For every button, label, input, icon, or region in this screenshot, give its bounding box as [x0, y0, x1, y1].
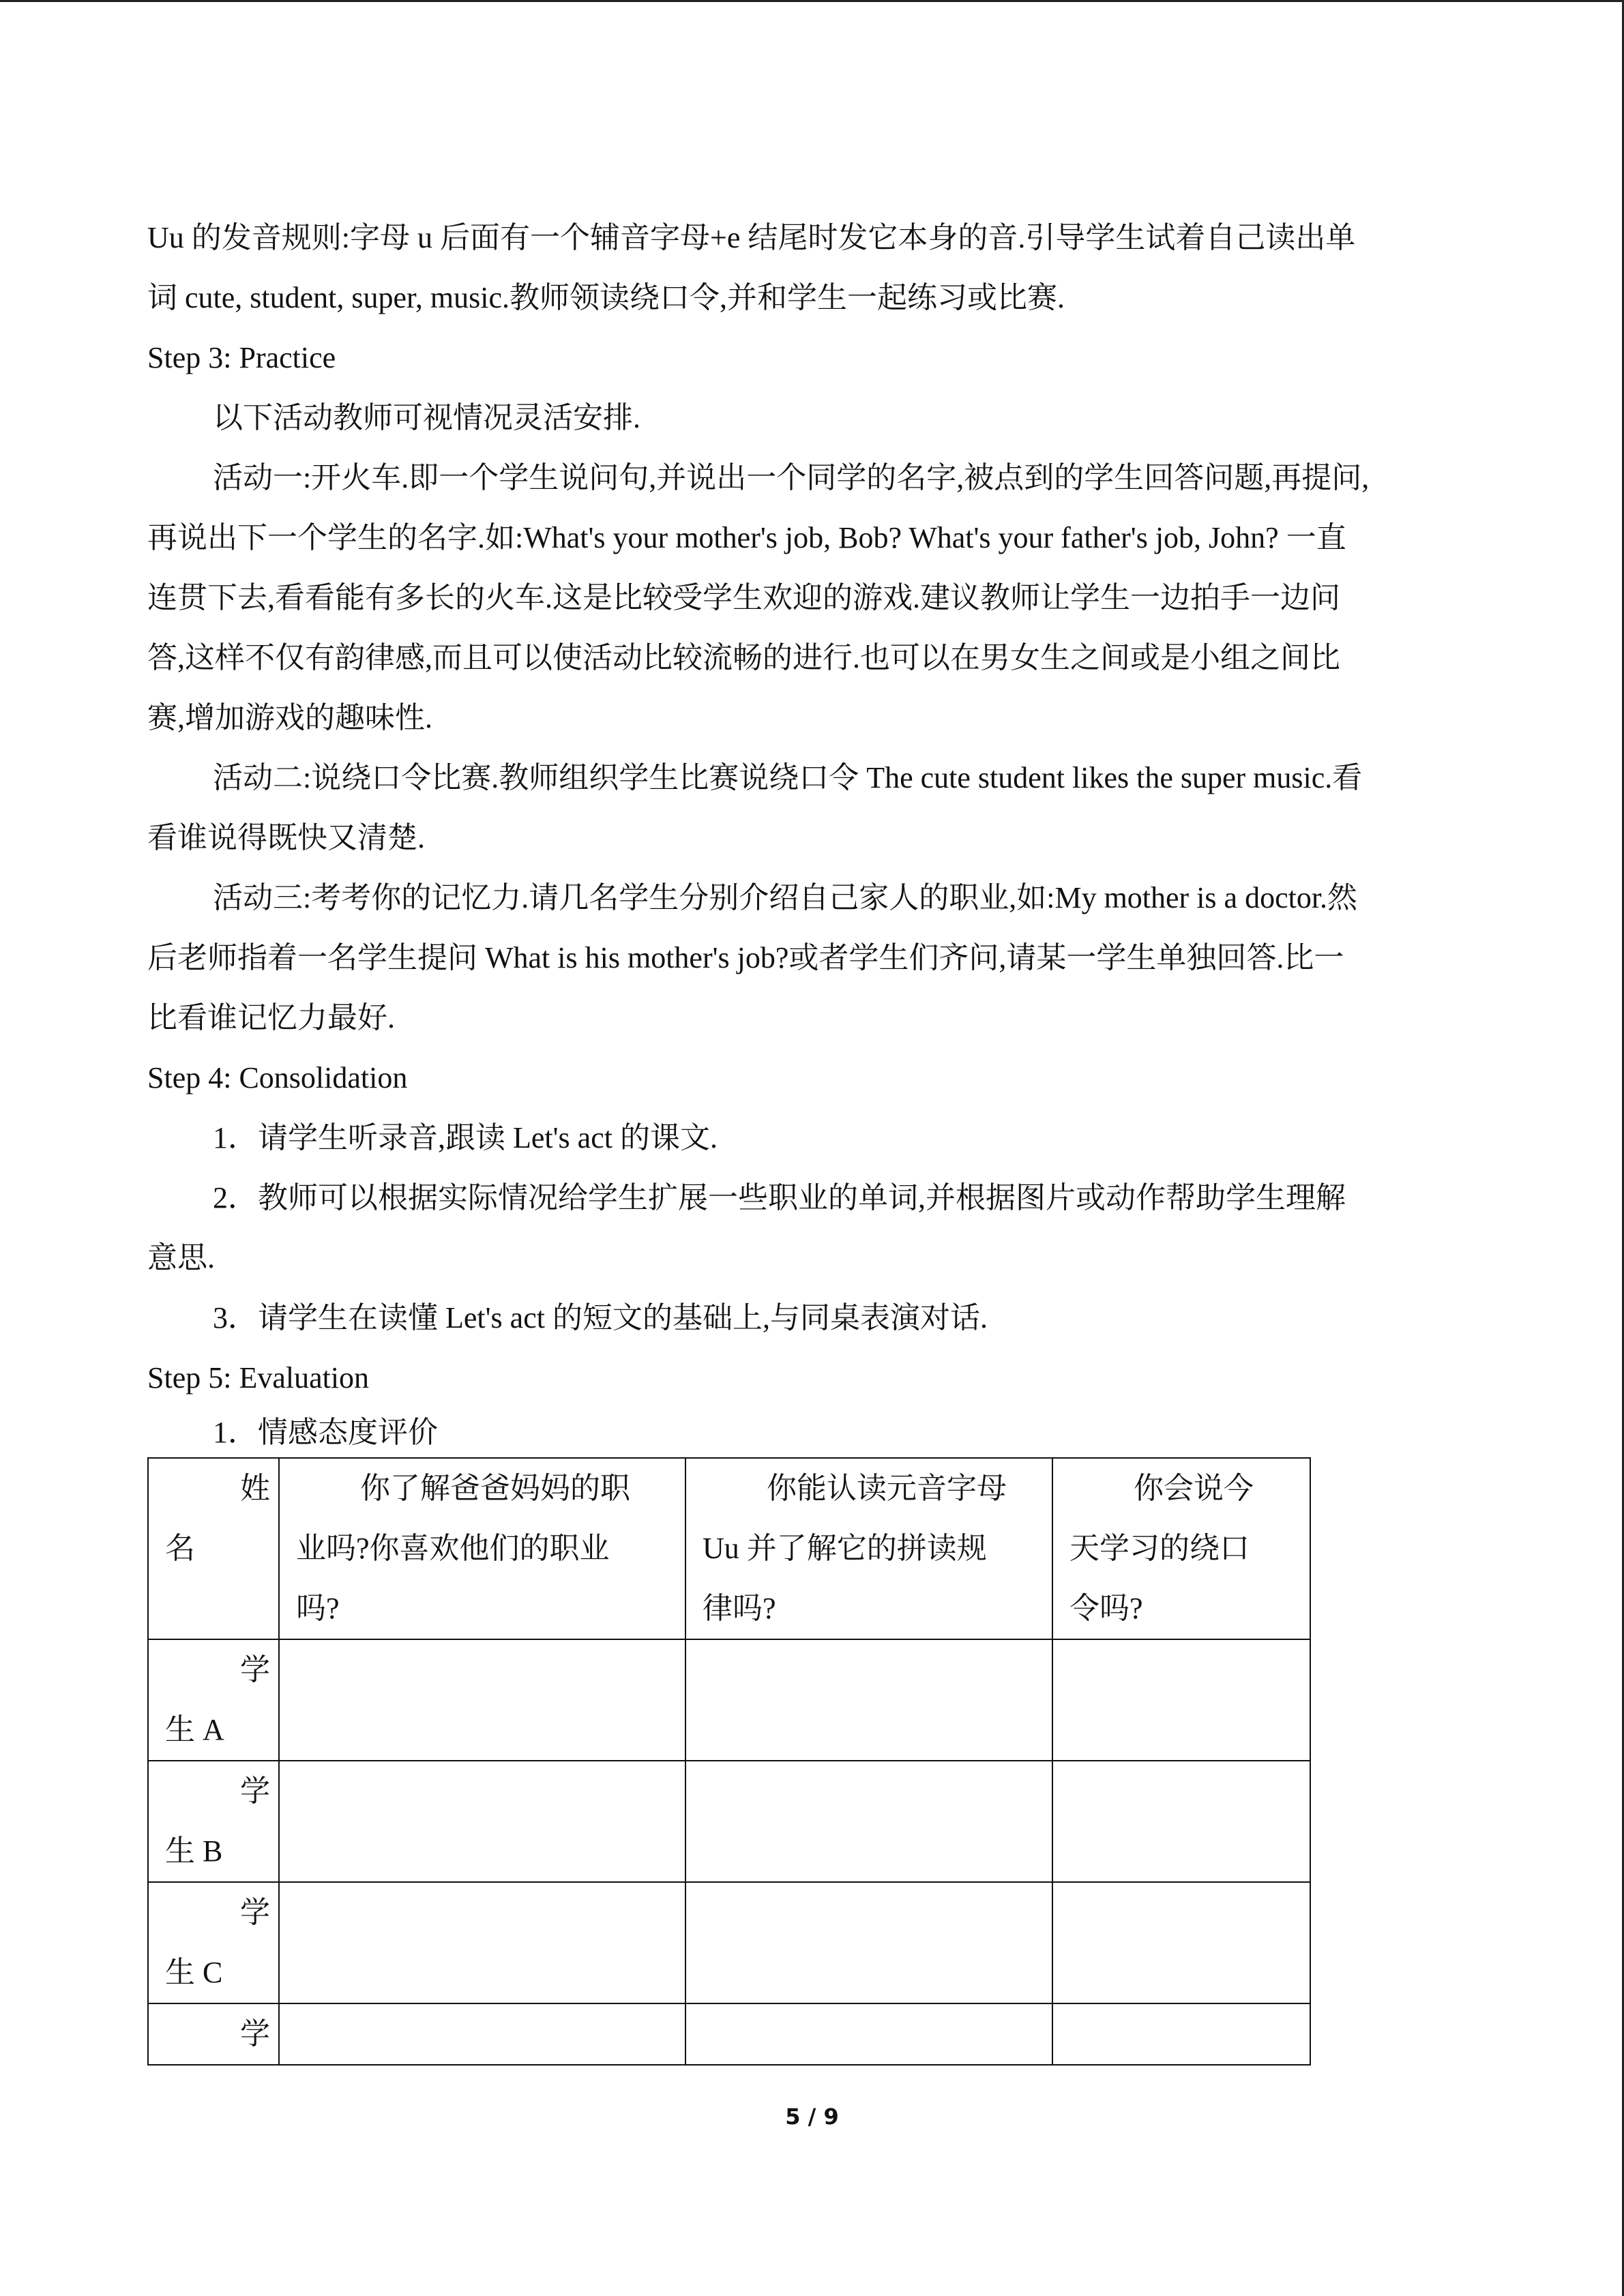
heading-step3: Step 3: Practice — [147, 341, 336, 374]
header-name-line2: 名 — [165, 1532, 195, 1565]
paragraph-activity3-line2: 后老师指着一名学生提问 What is his mother's job?或者学生们齐问,请某一学生单独回答.比一 — [147, 941, 1344, 974]
header-name-line1: 姓 — [240, 1472, 270, 1505]
evaluation-table — [147, 1457, 1311, 2066]
empty-cell[interactable] — [685, 2003, 1052, 2065]
page-number: 5 / 9 — [785, 2104, 839, 2130]
paragraph-activity1-line5: 赛,增加游戏的趣味性. — [147, 701, 432, 734]
empty-cell[interactable] — [279, 1761, 685, 1882]
row-label-line2: 生 C — [165, 1956, 223, 1989]
table-row — [148, 2003, 1310, 2065]
empty-cell[interactable] — [1052, 1761, 1310, 1882]
list-item-consolidation-1: 1．请学生听录音,跟读 Let's act 的课文. — [213, 1121, 718, 1154]
header-twister-line1: 你会说今 — [1134, 1472, 1254, 1505]
heading-step5: Step 5: Evaluation — [147, 1361, 370, 1395]
row-label-line1: 学 — [240, 1653, 270, 1686]
header-cell-tongue-twister — [1052, 1458, 1310, 1639]
table-header-row — [148, 1458, 1310, 1639]
header-vowel-line1: 你能认读元音字母 — [767, 1472, 1007, 1505]
header-parents-job-line3: 吗? — [296, 1592, 340, 1625]
list-item-consolidation-2-line2: 意思. — [147, 1241, 215, 1274]
header-parents-job-line1: 你了解爸爸妈妈的职 — [360, 1472, 630, 1505]
row-label-line1: 学 — [240, 2017, 270, 2051]
empty-cell[interactable] — [279, 2003, 685, 2065]
header-cell-name — [148, 1458, 279, 1639]
table-row — [148, 1639, 1310, 1761]
empty-cell[interactable] — [1052, 1639, 1310, 1761]
paragraph-activity1-line2: 再说出下一个学生的名字.如:What's your mother's job, Bob? What's your father's job, John? 一直 — [147, 521, 1346, 554]
empty-cell[interactable] — [1052, 2003, 1310, 2065]
table-row — [148, 1761, 1310, 1882]
empty-cell[interactable] — [279, 1639, 685, 1761]
paragraph-note: 以下活动教师可视情况灵活安排. — [213, 401, 640, 434]
row-label-line1: 学 — [240, 1896, 270, 1929]
paragraph-activity1-line1: 活动一:开火车.即一个学生说问句,并说出一个同学的名字,被点到的学生回答问题,再提问, — [213, 461, 1370, 494]
empty-cell[interactable] — [279, 1882, 685, 2003]
paragraph-activity3-line3: 比看谁记忆力最好. — [147, 1001, 395, 1034]
row-label-line1: 学 — [240, 1774, 270, 1808]
header-parents-job-line2: 业吗?你喜欢他们的职业 — [296, 1532, 610, 1565]
list-item-consolidation-2-line1: 2．教师可以根据实际情况给学生扩展一些职业的单词,并根据图片或动作帮助学生理解 — [213, 1181, 1346, 1214]
row-label-student-b — [148, 1761, 279, 1882]
header-twister-line2: 天学习的绕口 — [1069, 1532, 1250, 1565]
empty-cell[interactable] — [1052, 1882, 1310, 2003]
header-cell-parents-job — [279, 1458, 685, 1639]
paragraph-activity3-line1: 活动三:考考你的记忆力.请几名学生分别介绍自己家人的职业,如:My mother is a doctor.然 — [213, 881, 1358, 914]
paragraph-activity1-line3: 连贯下去,看看能有多长的火车.这是比较受学生欢迎的游戏.建议教师让学生一边拍手一边问 — [147, 581, 1340, 614]
empty-cell[interactable] — [685, 1761, 1052, 1882]
header-cell-vowel-uu — [685, 1458, 1052, 1639]
row-label-student-d-partial — [148, 2003, 279, 2065]
row-label-line2: 生 A — [165, 1713, 224, 1746]
paragraph-uu-rule-line1: Uu 的发音规则:字母 u 后面有一个辅音字母+e 结尾时发它本身的音.引导学生试着自己读出单 — [147, 221, 1356, 254]
paragraph-activity2-line2: 看谁说得既快又清楚. — [147, 821, 425, 854]
header-vowel-line2: Uu 并了解它的拼读规 — [703, 1532, 987, 1565]
row-label-student-c — [148, 1882, 279, 2003]
header-twister-line3: 令吗? — [1069, 1592, 1143, 1625]
paragraph-activity2-line1: 活动二:说绕口令比赛.教师组织学生比赛说绕口令 The cute student likes the super music.看 — [213, 761, 1363, 794]
paragraph-activity1-line4: 答,这样不仅有韵律感,而且可以使活动比较流畅的进行.也可以在男女生之间或是小组之间比 — [147, 641, 1340, 674]
list-item-consolidation-3: 3．请学生在读懂 Let's act 的短文的基础上,与同桌表演对话. — [213, 1301, 988, 1335]
empty-cell[interactable] — [685, 1882, 1052, 2003]
paragraph-uu-rule-line2: 词 cute, student, super, music.教师领读绕口令,并和学生一起练习或比赛. — [147, 281, 1065, 314]
table-row — [148, 1882, 1310, 2003]
list-item-evaluation-1: 1．情感态度评价 — [213, 1416, 438, 1449]
header-vowel-line3: 律吗? — [703, 1592, 776, 1625]
empty-cell[interactable] — [685, 1639, 1052, 1761]
row-label-line2: 生 B — [165, 1834, 223, 1868]
heading-step4: Step 4: Consolidation — [147, 1061, 408, 1094]
row-label-student-a — [148, 1639, 279, 1761]
